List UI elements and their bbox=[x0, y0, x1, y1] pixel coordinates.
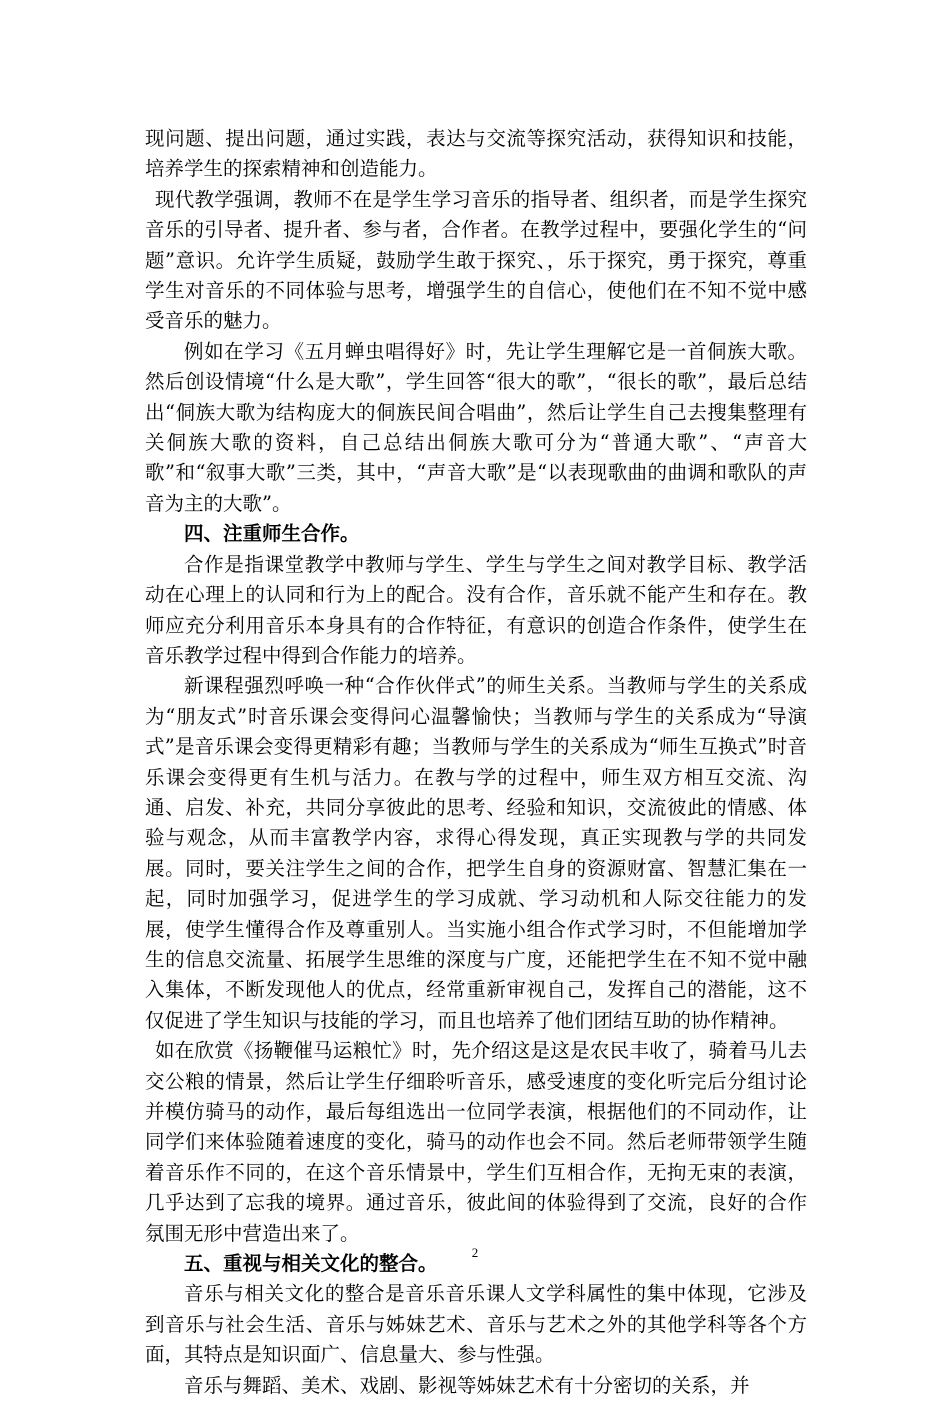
paragraph-continuation: 现问题、提出问题，通过实践，表达与交流等探究活动，获得知识和技能，培养学生的探索精神和创造能力。 bbox=[145, 127, 807, 181]
paragraph-example-horse: 如在欣赏《扬鞭催马运粮忙》时，先介绍这是这是农民丰收了，骑着马儿去交公粮的情景，然后让学生仔细聆听音乐，感受速度的变化听完后分组讨论并模仿骑马的动作，最后每组选出一位同学表演，根据他们的不同动作，让同学们来体验随着速度的变化，骑马的动作也会不同。然后老师带领学生随着音乐作不同的，在这个音乐情景中，学生们互相合作，无拘无束的表演，几乎达到了忘我的境界。通过音乐，彼此间的体验得到了交流，良好的合作氛围无形中营造出来了。 bbox=[145, 1039, 807, 1245]
paragraph-partnership: 新课程强烈呼唤一种“合作伙伴式”的师生关系。当教师与学生的关系成为“朋友式”时音乐课会变得问心温馨愉快；当教师与学生的关系成为“导演式”是音乐课会变得更精彩有趣；当教师与学生的关系成为“师生互换式”时音乐课会变得更有生机与活力。在教与学的过程中，师生双方相互交流、沟通、启发、补充，共同分享彼此的思考、经验和知识，交流彼此的情感、体验与观念，从而丰富教学内容，求得心得发现，真正实现教与学的共同发展。同时，要关注学生之间的合作，把学生自身的资源财富、智慧汇集在一起，同时加强学习，促进学生的学习成就、学习动机和人际交往能力的发展，使学生懂得合作及尊重别人。当实施小组合作式学习时，不但能增加学生的信息交流量、拓展学生思维的深度与广度，还能把学生在不知不觉中融入集体，不断发现他人的优点，经常重新审视自己，发挥自己的潜能，这不仅促进了学生知识与技能的学习，而且也培养了他们团结互助的协作精神。 bbox=[145, 674, 807, 1032]
section-heading-cooperation: 四、注重师生合作。 bbox=[184, 522, 360, 546]
section-heading-culture: 五、重视与相关文化的整合。 bbox=[184, 1252, 438, 1276]
page-number: 2 bbox=[471, 1245, 479, 1260]
paragraph-sister-arts: 音乐与舞蹈、美术、戏剧、影视等姊妹艺术有十分密切的关系，并 bbox=[184, 1373, 750, 1397]
paragraph-culture-integration: 音乐与相关文化的整合是音乐音乐课人文学科属性的集中体现，它涉及到音乐与社会生活、音乐与姊妹艺术、音乐与艺术之外的其他学科等各个方面，其特点是知识面广、信息量大、参与性强。 bbox=[145, 1282, 807, 1367]
paragraph-cooperation-definition: 合作是指课堂教学中教师与学生、学生与学生之间对教学目标、教学活动在心理上的认同和行为上的配合。没有合作，音乐就不能产生和存在。教师应充分利用音乐本身具有的合作特征，有意识的创造合作条件，使学生在音乐教学过程中得到合作能力的培养。 bbox=[145, 552, 807, 667]
document-body bbox=[145, 124, 807, 1401]
paragraph-example-dong-song: 例如在学习《五月蝉虫唱得好》时，先让学生理解它是一首侗族大歌。然后创设情境“什么是大歌”，学生回答“很大的歌”，“很长的歌”，最后总结出“侗族大歌为结构庞大的侗族民间合唱曲”，然后让学生自己去搜集整理有关侗族大歌的资料，自己总结出侗族大歌可分为“普通大歌”、“声音大歌”和“叙事大歌”三类，其中，“声音大歌”是“以表现歌曲的曲调和歌队的声音为主的大歌”。 bbox=[145, 339, 807, 515]
paragraph-modern-teaching: 现代教学强调，教师不在是学生学习音乐的指导者、组织者，而是学生探究音乐的引导者、提升者、参与者，合作者。在教学过程中，要强化学生的“问题”意识。允许学生质疑，鼓励学生敢于探究、，乐于探究，勇于探究，尊重学生对音乐的不同体验与思考，增强学生的自信心，使他们在不知不觉中感受音乐的魅力。 bbox=[145, 187, 807, 333]
